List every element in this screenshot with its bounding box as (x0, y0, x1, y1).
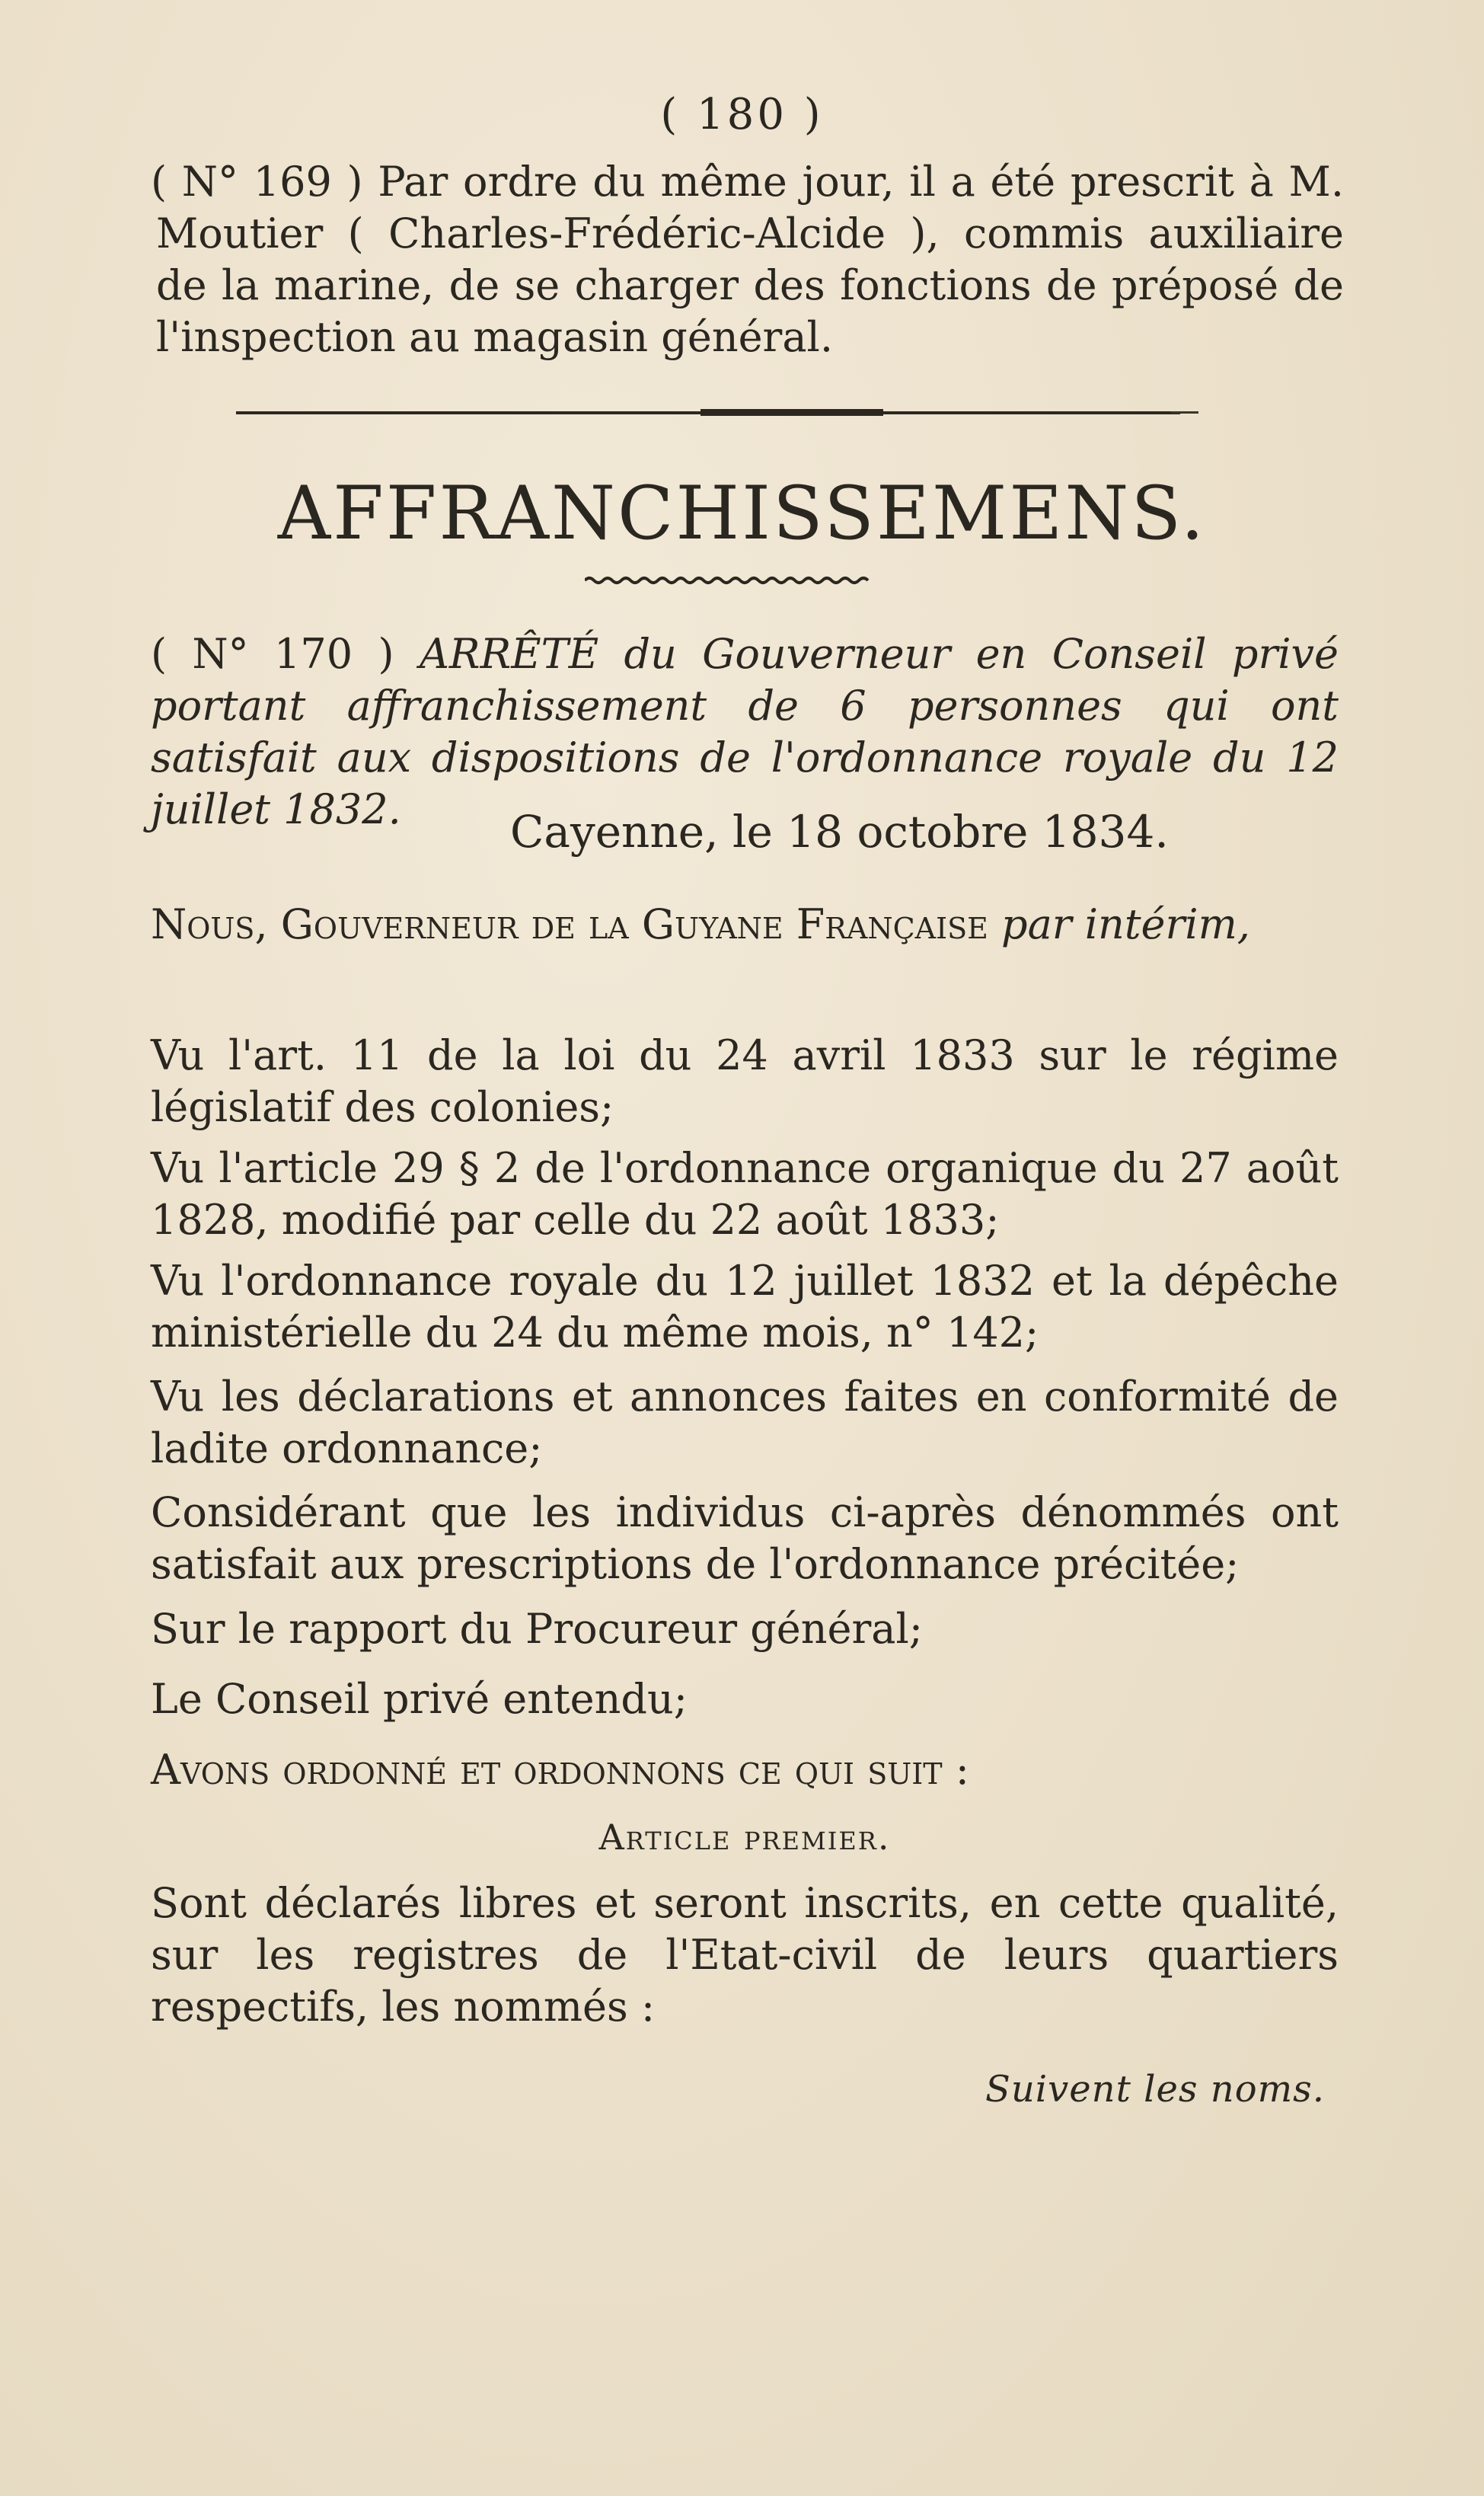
considerant-7: Le Conseil privé entendu; (151, 1675, 688, 1723)
entry-170-title: ARRÊTÉ du Gouverneur en Conseil privé portant affranchissement de 6 personnes qui ont satisfait aux dispositions de l'ordonnance royale du 12 juillet 1832. (151, 630, 1339, 833)
considerant-4: Vu les déclarations et annonces faites en conformité de ladite ordonnance; (151, 1373, 1339, 1472)
ornamental-wavy-rule (585, 575, 870, 586)
preamble-interim: par intérim, (1001, 900, 1250, 948)
article-heading: Article premier. (598, 1817, 891, 1858)
section-divider-rule-tail (1171, 411, 1198, 414)
entry-169-paragraph: ( N° 169 ) Par ordre du même jour, il a été prescrit à M. Moutier ( Charles-Frédéric-Alcide ), commis auxiliaire de la marine, de se charger des fonctions de préposé de l'inspection au magasin général. (151, 158, 1344, 361)
considerant-5: Considérant que les individus ci-après dénommés ont satisfait aux prescriptions de l'ordonnance précitée; (151, 1488, 1339, 1588)
considerant-6: Sur le rapport du Procureur général; (151, 1605, 923, 1653)
preamble-authority: Nous, Gouverneur de la Guyane Française (151, 900, 988, 948)
place-and-date: Cayenne, le 18 octobre 1834. (510, 806, 1169, 858)
article-1-text: Sont déclarés libres et seront inscrits, en cette qualité, sur les registres de l'Etat-civil de leurs quartiers respectifs, les nommés : (151, 1879, 1339, 2031)
preamble (151, 899, 1339, 951)
considerant-3: Vu l'ordonnance royale du 12 juillet 1832 et la dépêche ministérielle du 24 du même mois, n° 142; (151, 1257, 1339, 1357)
section-title: AFFRANCHISSEMENS. (277, 471, 1207, 556)
page-number: ( 180 ) (660, 90, 824, 139)
entry-170-heading (151, 628, 1339, 836)
considerant-1: Vu l'art. 11 de la loi du 24 avril 1833 sur le régime législatif des colonies; (151, 1031, 1339, 1131)
section-divider-rule (236, 411, 1180, 414)
entry-170-number: ( N° 170 ) (151, 630, 394, 678)
closing-note: Suivent les noms. (985, 2068, 1325, 2111)
considerant-2: Vu l'article 29 § 2 de l'ordonnance organique du 27 août 1828, modifié par celle du 22 août 1833; (151, 1144, 1339, 1244)
dispositive-formula: Avons ordonné et ordonnons ce qui suit : (151, 1746, 970, 1794)
